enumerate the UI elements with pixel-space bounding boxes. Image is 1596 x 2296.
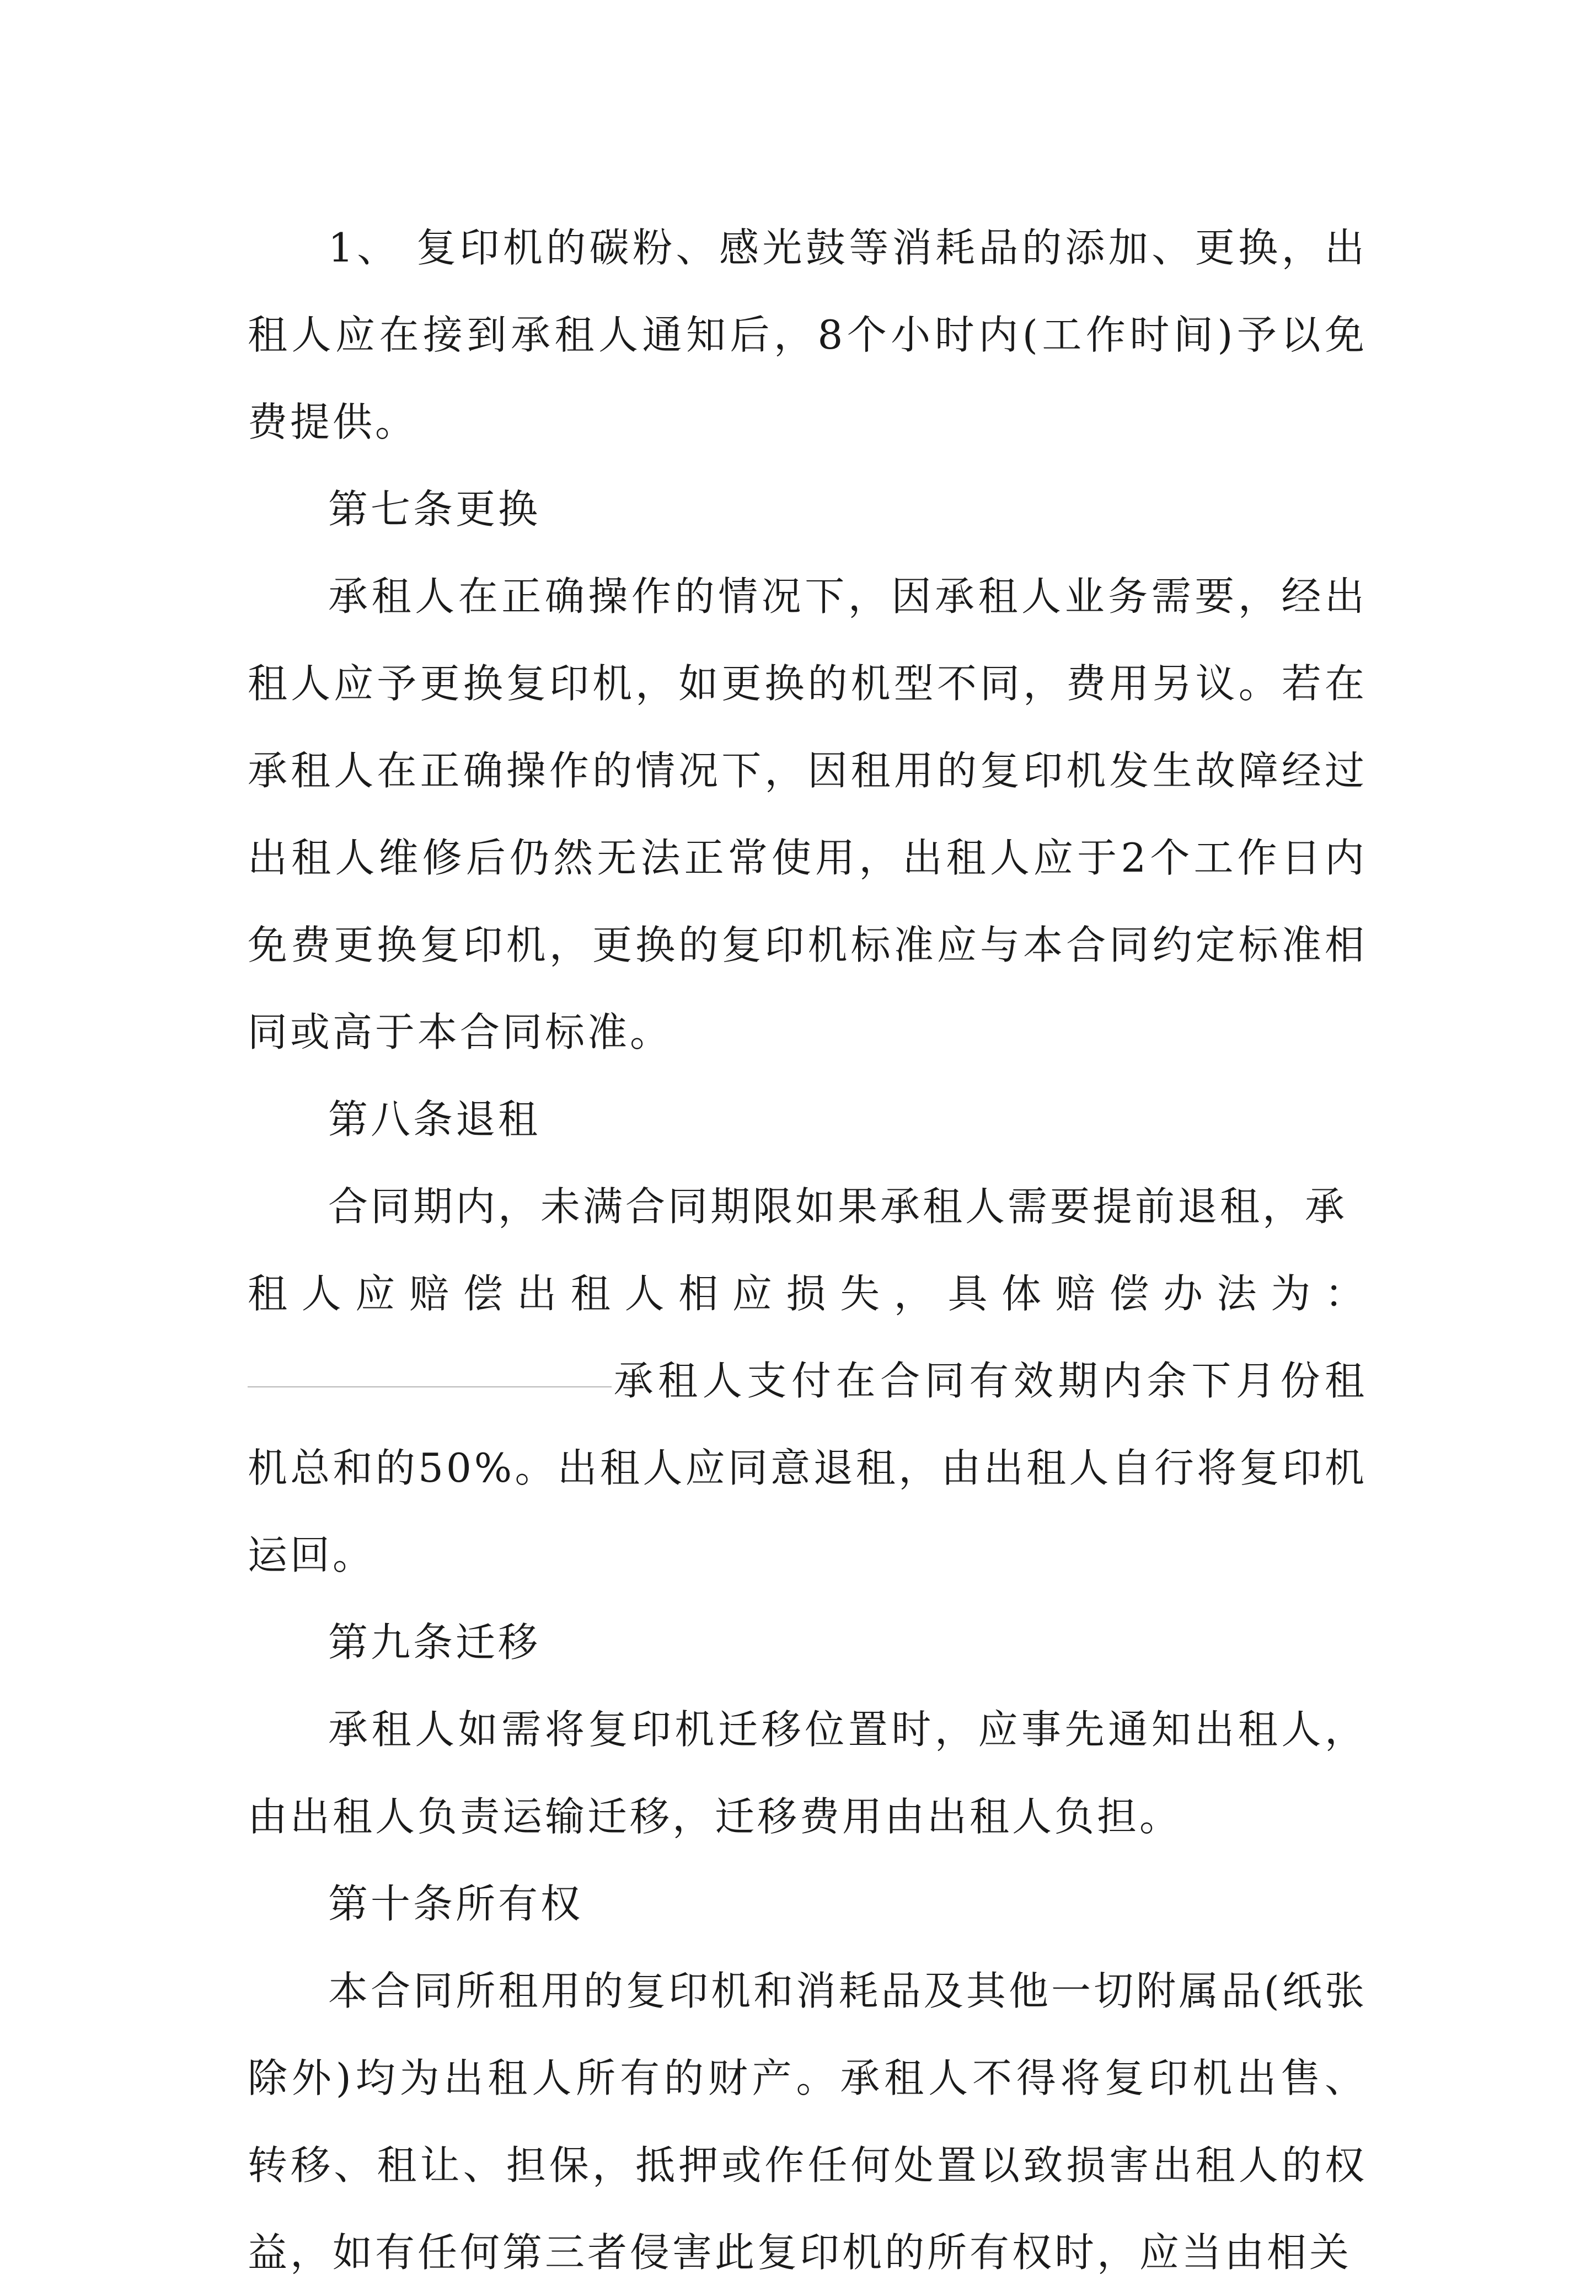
- article-10-title: 第十条所有权: [328, 1881, 583, 1927]
- article-8-body-rest: 承租人支付在合同有效期内余下月份租机总和的50%。出租人应同意退租，由出租人自行将复印机运回。: [248, 1358, 1367, 1578]
- article-9-title: 第九条迁移: [328, 1619, 541, 1665]
- document-page: [248, 204, 1367, 2296]
- article-7-title: 第七条更换: [328, 486, 541, 532]
- clause-item-1: 1、 复印机的碳粉、感光鼓等消耗品的添加、更换，出租人应在接到承租人通知后，8个小时内(工作时间)予以免费提供。: [248, 225, 1367, 445]
- article-8-body: [248, 1163, 1367, 1599]
- article-8-body-line2: 租人应赔偿出租人相应损失，具体赔偿办法为：: [248, 1270, 1367, 1317]
- article-10-body: 本合同所租用的复印机和消耗品及其他一切附属品(纸张除外)均为出租人所有的财产。承租人不得将复印机出售、转移、租让、担保，抵押或作任何处置以致损害出租人的权益，如有任何第三者侵害此复印机的所有权时，应当由相关: [248, 1968, 1367, 2276]
- article-8-title: 第八条退租: [328, 1096, 541, 1142]
- article-8-body-rest-wrap: [248, 1337, 1367, 1599]
- article-7-body: 承租人在正确操作的情况下，因承租人业务需要，经出租人应予更换复印机，如更换的机型不同，费用另议。若在承租人在正确操作的情况下，因租用的复印机发生故障经过出租人维修后仍然无法正常使用，出租人应于2个工作日内免费更换复印机，更换的复印机标准应与本合同约定标准相同或高于本合同标准。: [248, 573, 1367, 1055]
- fill-in-blank[interactable]: [248, 1386, 612, 1387]
- article-9-body: 承租人如需将复印机迁移位置时，应事先通知出租人，由出租人负责运输迁移，迁移费用由出租人负担。: [248, 1706, 1367, 1840]
- article-8-body-line1: 合同期内，未满合同期限如果承租人需要提前退租，承: [328, 1183, 1348, 1230]
